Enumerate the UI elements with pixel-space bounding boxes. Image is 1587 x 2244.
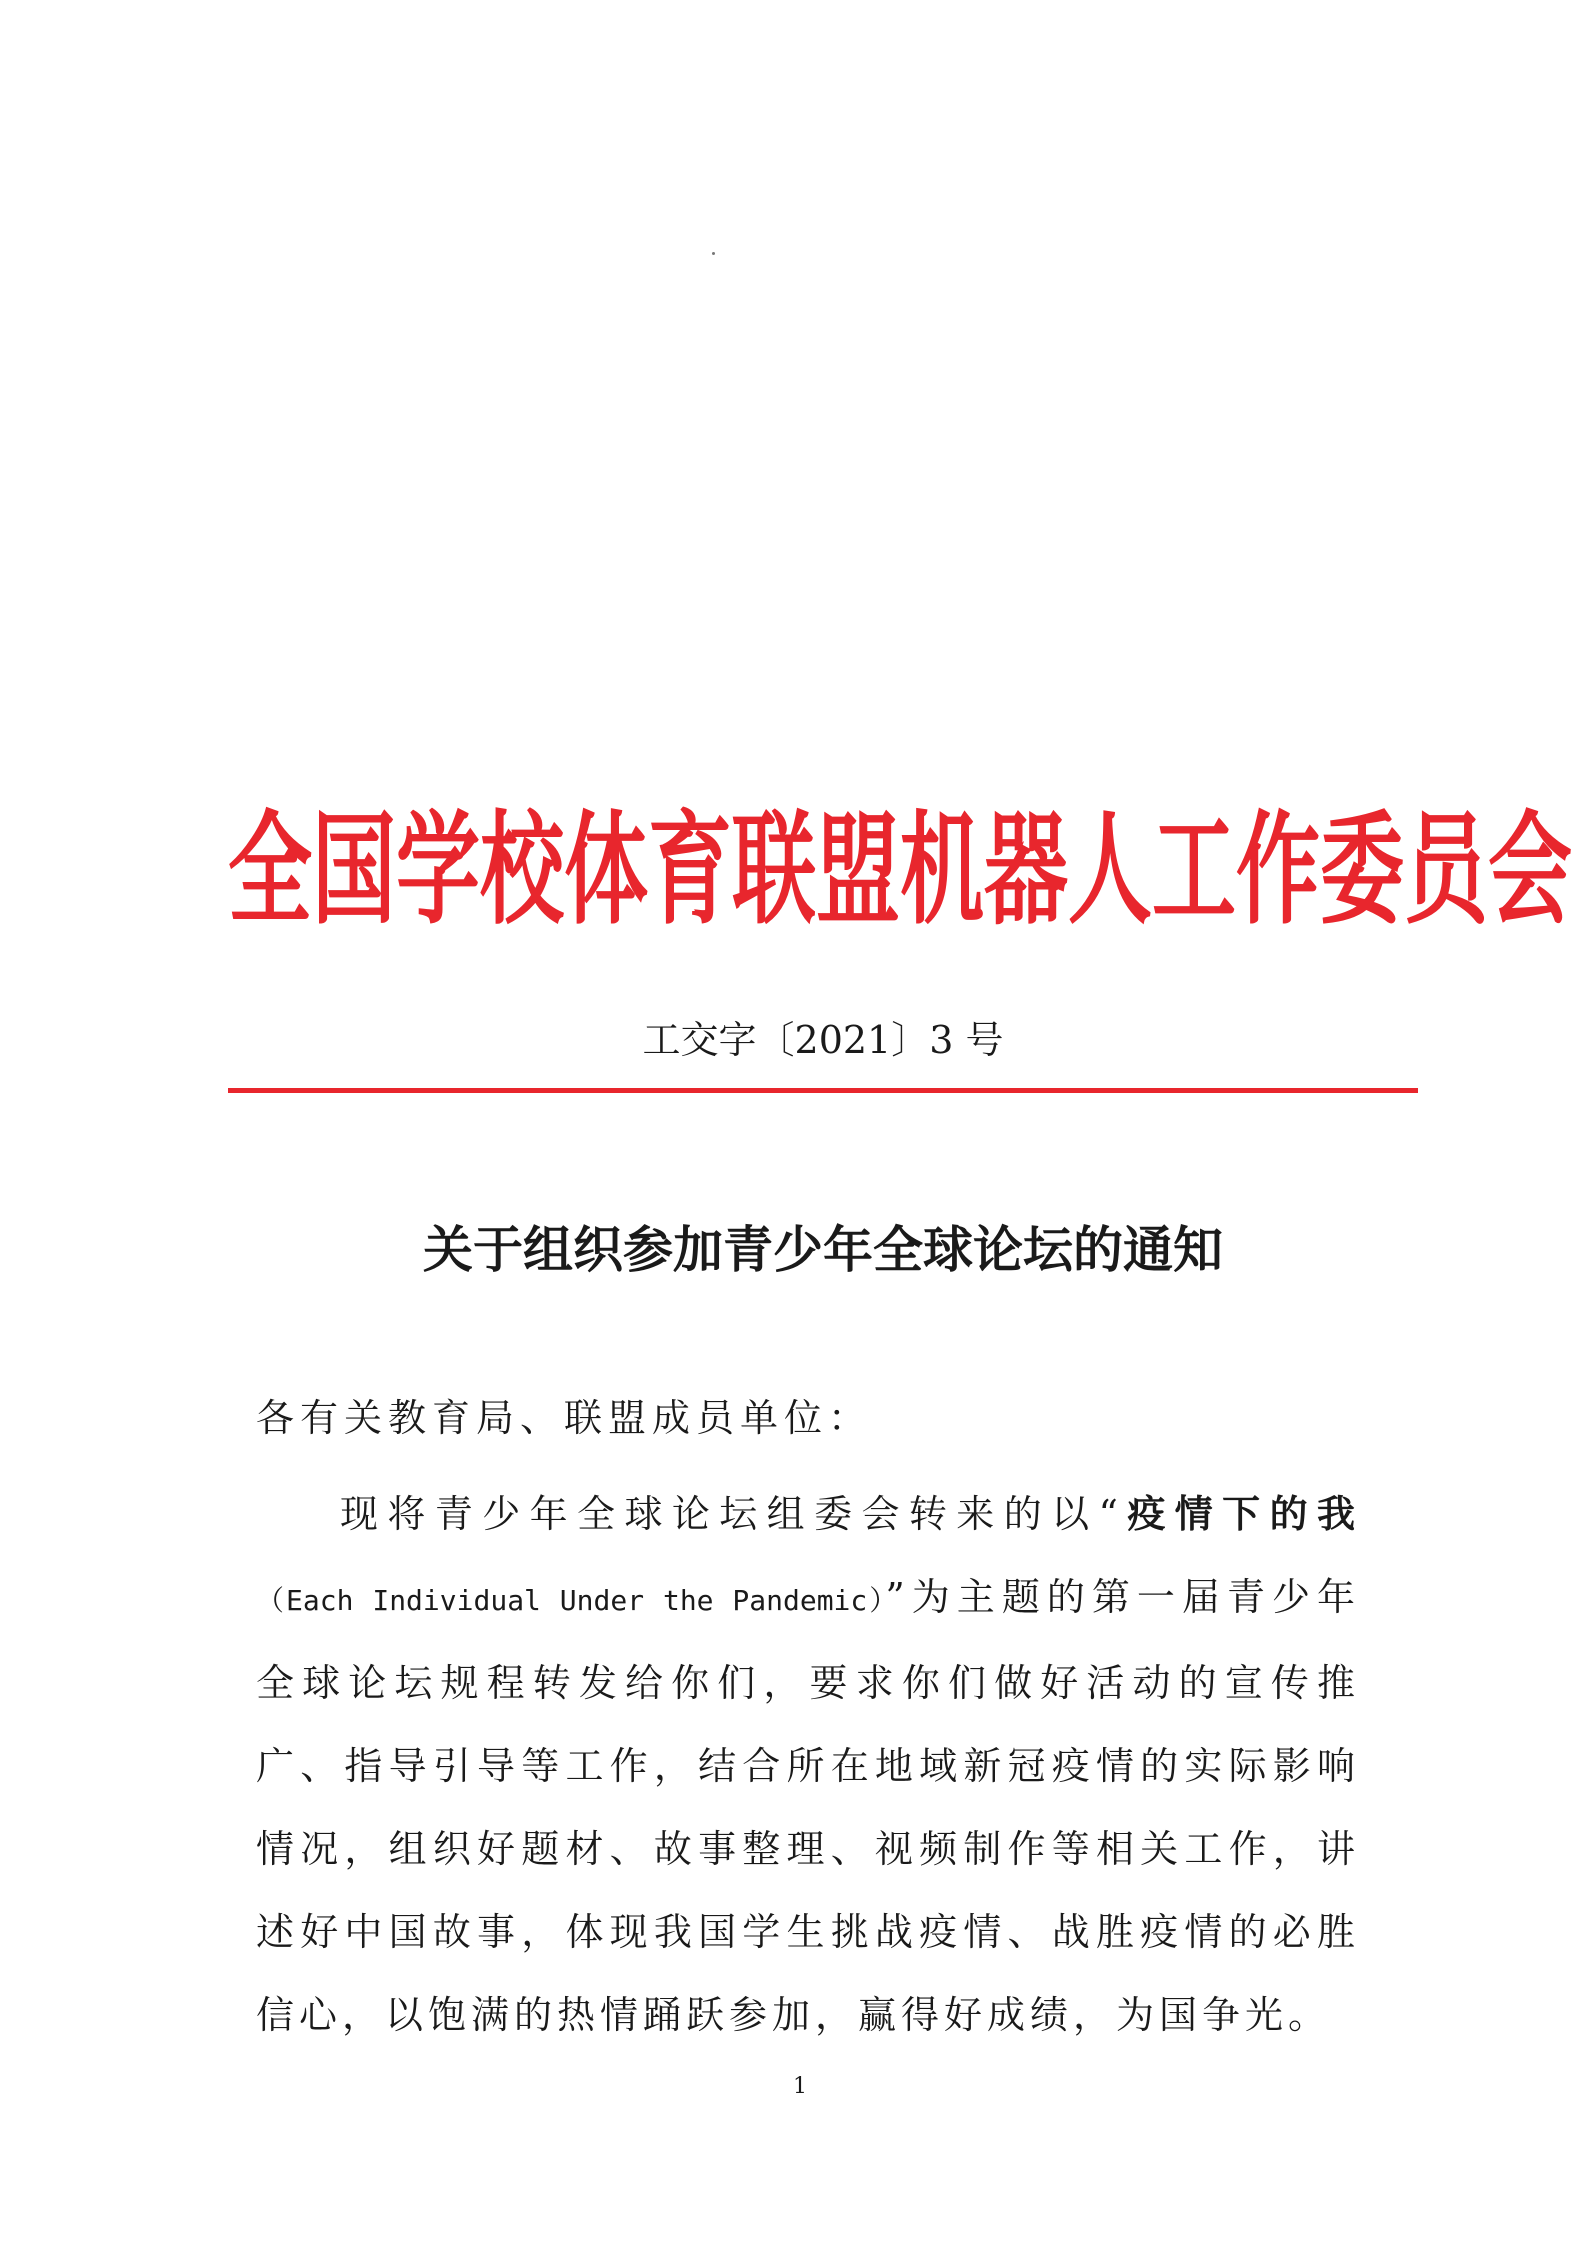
scan-speck — [712, 252, 715, 255]
red-divider-line — [228, 1088, 1418, 1093]
notice-title: 关于组织参加青少年全球论坛的通知 — [423, 1220, 1223, 1279]
theme-english: （Each Individual Under the Pandemic） — [256, 1584, 886, 1617]
organization-header: 全国学校体育联盟机器人工作委员会 — [228, 798, 1573, 942]
body-text-main: ”为主题的第一届青少年全球论坛规程转发给你们，要求你们做好活动的宣传推广、指导引导等工作，结合所在地域新冠疫情的实际影响情况，组织好题材、故事整理、视频制作等相关工作，讲述好中国故事，体现我国学生挑战疫情、战胜疫情的必胜信心，以饱满的热情踊跃参加，赢得好成绩，为国争光。 — [256, 1575, 1360, 2037]
page-number: 1 — [793, 2074, 807, 2099]
document-number: 工交字〔2021〕3 号 — [642, 1018, 1004, 1062]
body-paragraph — [256, 1472, 1360, 2057]
salutation: 各有关教育局、联盟成员单位： — [256, 1396, 873, 1440]
body-text-intro: 现将青少年全球论坛组委会转来的以“ — [340, 1492, 1123, 1536]
theme-chinese: 疫情下的我 — [1122, 1491, 1360, 1536]
